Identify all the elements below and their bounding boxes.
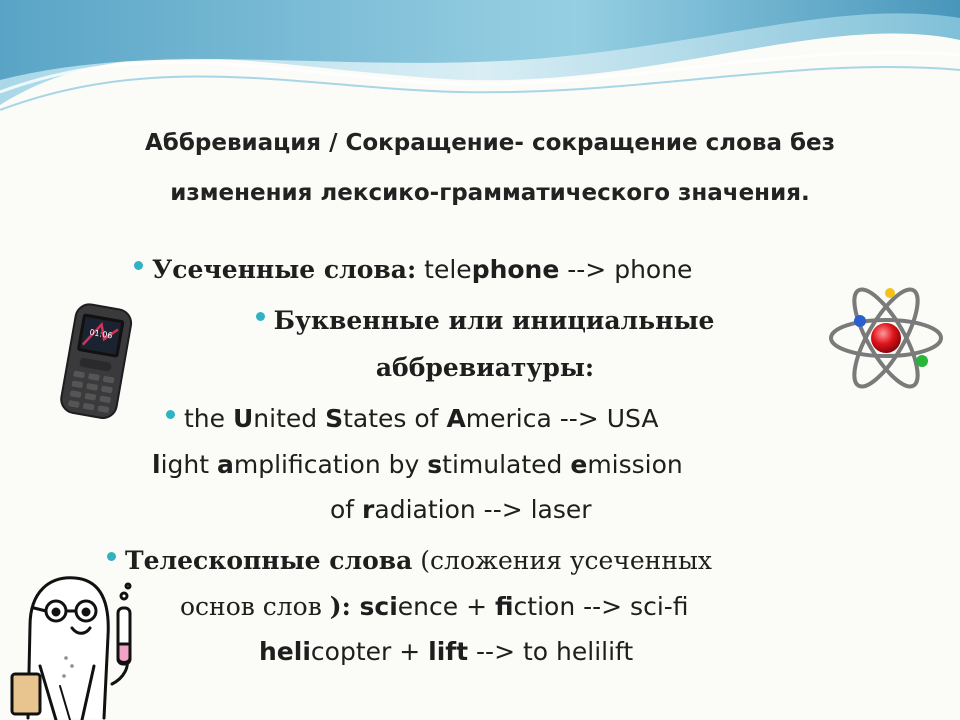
- example-helilift: helicopter + lift --> to helilift: [259, 637, 634, 666]
- bullet-blends: Телескопные слова (сложения усеченных: [107, 545, 712, 577]
- bullet-truncated-words: [134, 254, 692, 286]
- example-sci-fi: основ слов ): science + fiction --> sci-fi: [180, 592, 689, 621]
- header-wave-decoration: [0, 0, 960, 130]
- example-laser-line-2: of radiation --> laser: [330, 495, 592, 524]
- scientist-cartoon-icon: [0, 566, 150, 720]
- bullet-label: Усеченные слова:: [152, 255, 417, 284]
- slide-title: [80, 118, 900, 218]
- bullet-dot-icon: [107, 552, 116, 561]
- title-line-1: Аббревиация / Сокращение- сокращение слова без: [144, 130, 836, 156]
- title-line-2: изменения лексико-грамматического значения.: [170, 180, 810, 206]
- bullet-dot-icon: [256, 312, 265, 321]
- phone-screen-time: 01:06: [88, 327, 114, 341]
- atom-icon: [826, 283, 946, 393]
- bullet-label: Телескопные слова: [125, 546, 413, 575]
- bullet-initial-abbreviations-line-2: аббревиатуры:: [375, 353, 595, 382]
- bullet-label: Буквенные или инициальные: [273, 306, 715, 335]
- bullet-initial-abbreviations: [150, 305, 820, 337]
- mobile-phone-icon: [50, 302, 140, 422]
- example-word: telephone --> phone: [424, 255, 693, 284]
- bullet-dot-icon: [134, 261, 143, 270]
- example-laser-line-1: light amplification by stimulated emission: [152, 450, 683, 479]
- bullet-dot-icon: [166, 410, 175, 419]
- example-usa: the United States of America --> USA: [166, 403, 658, 435]
